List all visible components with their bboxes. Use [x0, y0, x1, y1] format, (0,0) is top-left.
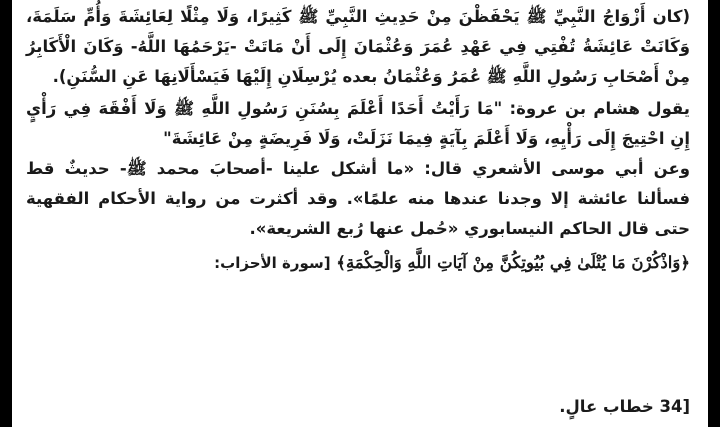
paragraph-hisham-quote: يقول هشام بن عروة: "مَا رَأَيْتُ أَحَدًا أَعْلَمَ بِسُنَنِ رَسُولِ اللَّهِ ﷺ وَلَا أَفْقَهَ فِي رَأْيٍ إِنِ احْتِيجَ إِلَى رَأْيِهِ، وَلَا أَعْلَمَ بِآيَةٍ فِيمَا نَزَلَتْ، وَلَا فَرِيضَةٍ مِنْ عَائِشَةَ" [26, 99, 690, 148]
quran-reference: [سورة الأحزاب: [214, 254, 331, 272]
quran-verse-line [26, 248, 690, 278]
document-body [26, 2, 690, 278]
footnote-text: خطاب عالٍ. [559, 397, 654, 416]
quran-verse: ﴿وَاذْكُرْنَ مَا يُتْلَىٰ فِي بُيُوتِكُنَّ مِنْ آيَاتِ اللَّهِ وَالْحِكْمَةِ﴾ [336, 253, 690, 272]
left-scan-border [0, 0, 12, 427]
paragraph-abu-musa: وعن أبي موسى الأشعري قال: «ما أشكل علينا -أصحابَ محمد ﷺ- حديثٌ قط فسألنا عائشة إلا وجدنا عندها منه علمًا». وقد أكثرت من رواية الأحكام الفقهية حتى قال الحاكم النيسابوري «حُمل عنها رُبع الشريعة». [26, 159, 690, 238]
footnote-number: 34] [659, 397, 690, 416]
paragraph-wives-hadith: (كان أَزْوَاجُ النَّبِيِّ ﷺ يَحْفَظْنَ مِنْ حَدِيثِ النَّبِيِّ ﷺ كَثِيرًا، وَلَا مِثْلًا لِعَائِشَةَ وَأُمِّ سَلَمَةَ، وَكَانَتْ عَائِشَةُ تُفْتِي فِي عَهْدِ عُمَرَ وَعُثْمَانَ إِلَى أَنْ مَاتَتْ -يَرْحَمُهَا اللَّهُ- وَكَانَ الْأَكَابِرُ مِنْ أَصْحَابِ رَسُولِ اللَّهِ ﷺ عُمَرُ وَعُثْمَانُ بعده يُرْسِلَانِ إِلَيْهَا فَيَسْأَلَانِهَا عَنِ السُّنَنِ). [26, 7, 690, 86]
right-scan-border [708, 0, 720, 427]
footnote-line [26, 392, 690, 422]
